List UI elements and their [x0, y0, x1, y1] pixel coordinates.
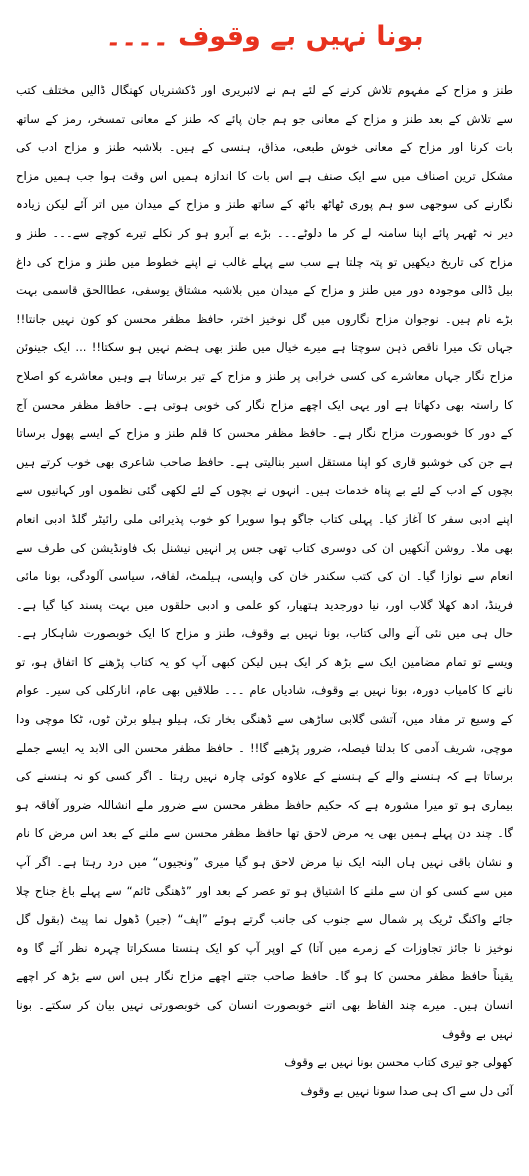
- closing-verse-line-1: کھولی جو تیری کتاب محسن بونا نہیں بے وقوف: [284, 1055, 513, 1070]
- closing-verse-line-2: آئی دل سے اک ہی صدا سونا نہیں بے وقوف: [300, 1083, 513, 1098]
- article-title: بونا نہیں بے وقوف ۔۔۔۔: [105, 21, 424, 52]
- article-body: طنز و مزاح کے مفہوم تلاش کرنے کے لئے ہم نے لائبریری اور ڈکشنریاں کھنگال ڈالیں مختلف کتب سے تلاش کے بعد طنز و مزاح کے معانی جو ہم جان پائے کہ طنز کے معانی تمسخر، رمز کے ساتھ بات کرنا اور مزاح کے معانی خوش طبعی، مذاق، ہنسی کے ہیں۔ بلاشبہ طنز و مزاح ادب کی مشکل ترین اصناف میں سے ایک صنف ہے اس بات کا اندازہ ہمیں اس وقت ہوا جب ہمیں مزاح نگارنے کی سوجھی سو ہم پوری ٹھاٹھ باٹھ کے ساتھ طنز و مزاح کے میدان میں اتر آئے لیکن زیادہ دیر نہ ٹھہر پائے اپنا سامنہ لے کر ما دلوٹے۔۔۔ بڑے بے آبرو ہو کر نکلے تیرے کوچے سے۔۔۔ طنز و مزاح کی تاریخ دیکھیں تو پتہ چلتا ہے سب سے پہلے غالب نے اپنے خطوط میں طنز و مزاح کی داغ بیل ڈالی موجودہ دور میں طنز و مزاح کے میدان میں بلاشبہ مشتاق یوسفی، عطاالحق قاسمی بہت بڑے نام ہیں۔ نوجوان مزاح نگاروں میں گل نوخیز اختر، حافظ مظفر محسن کو کون نہیں جانتا!! جہاں تک میرا ناقص ذہن سوچتا ہے میرے خیال میں طنز بھی ہضم نہیں ہو سکتا!! ... ایک جینوئن مزاح نگار جہاں معاشرے کی کسی خرابی پر طنز و مزاح کے تیر برساتا ہے وہیں معاشرے کو اصلاح کا راستہ بھی دکھاتا ہے اور یہی ایک اچھے مزاح نگار کی خوبی ہوتی ہے۔ حافظ مظفر محسن آج کے دور کا خوبصورت مزاح نگار ہے۔ حافظ مظفر محسن کا قلم طنز و مزاح کے ایسے پھول برساتا ہے جن کی خوشبو قاری کو اپنا مستقل اسیر بنالیتی ہے۔ حافظ صاحب شاعری بھی خوب کرتے ہیں بچوں کے ادب کے لئے بے پناہ خدمات ہیں۔ انہوں نے بچوں کے لئے لکھی گئی نظموں اور کہانیوں سے اپنے ادبی سفر کا آغاز کیا۔ پہلی کتاب جاگو ہوا سویرا کو خوب پذیرائی ملی رائیٹر گلڈ ادبی انعام بھی ملا۔ روشن آنکھیں ان کی دوسری کتاب تھی جس پر انہیں نیشنل بک فاونڈیشن کی طرف سے انعام سے نوازا گیا۔ ان کی کتب سکندر خان کی واپسی، ہیلمٹ، لفافہ، سیاسی آلودگی، بونا مائی فرینڈ، ادھ کھلا گلاب اور، نیا دورجدید ہتھیار، کو علمی و ادبی حلقوں میں بہت پسند کیا گیا ہے۔ حال ہی میں نئی آنے والی کتاب، بونا نہیں بے وقوف، طنز و مزاح کا ایک خوبصورت شاہکار ہے۔ ویسے تو تمام مضامین ایک سے بڑھ کر ایک ہیں لیکن کبھی آپ کو یہ کتاب پڑھنے کا اتفاق ہو، تو نانے کا کامیاب دورہ، بونا نہیں بے وقوف، شادیاں عام ۔۔۔ طلاقیں بھی عام، انارکلی کی سیر۔ عوام کے وسیع تر مفاد میں، آتشی گلابی ساڑھی سے ڈھنگی بخار تک، ہیلو ہیلو برٹن ٹوں، ٹکا موچی ودا موچی، شریف آدمی کا بدلتا فیصلہ، ضرور پڑھیے گا!! ۔ حافظ مظفر محسن الی الابد یہ ایسے جملے برساتا ہے کہ ہنسنے والے کے ہنسنے کے علاوہ کوئی چارہ نہیں رہتا ۔ اگر کسی کو نہ ہنسنے کی بیماری ہو تو میرا مشورہ ہے کہ حکیم حافظ مظفر محسن سے ضرور ملے انشاللہ ضرور آفاقہ ہو گا۔ چند دن پہلے ہمیں بھی یہ مرض لاحق تھا حافظ مظفر محسن سے ملنے کے بعد اس مرض کا نام و نشان باقی نہیں ہاں البتہ ایک نیا مرض لاحق ہو گیا میری ”ونجیوں“ میں درد رہتا ہے۔ اگر آپ میں سے کسی کو ان سے ملنے کا اشتیاق ہو تو عصر کے بعد اور ”ڈھنگی ٹائم“ سے پہلے باغ جناح چلا جائے واکنگ ٹریک پر شمال سے جنوب کی جانب گرتے ہوئے ”اپف“ (جیر) ڈھول نما پیٹ (بقول گل نوخیز نا جائز تجاوزات کے زمرے میں آتا) کے اوپر آپ کو ایک ہنستا مسکراتا چہرہ نظر آئے گا وہ یقیناً حافظ مظفر محسن کا ہو گا۔ حافظ صاحب جتنے اچھے مزاح نگار ہیں اس سے بڑھ کر اچھے انسان ہیں۔ میرے چند الفاظ بھی اتنے خوبصورت انسان کی خوبصورتی نہیں بیان کر سکتے۔ بونا نہیں بے وقوف: [16, 83, 513, 1041]
